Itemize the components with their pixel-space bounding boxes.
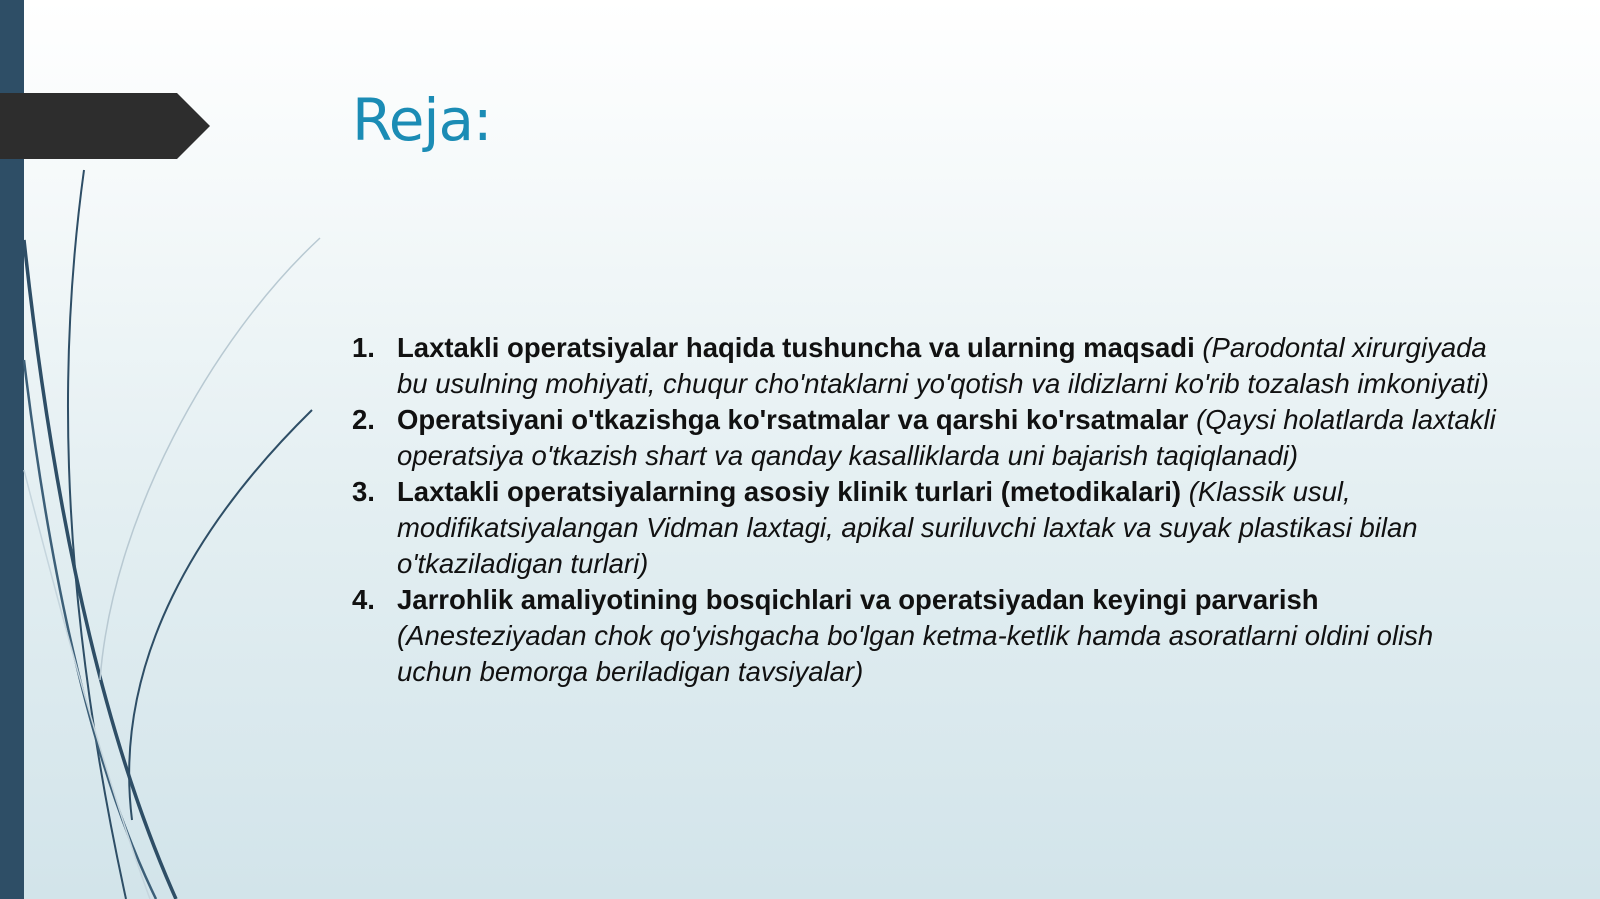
plan-item-heading: Operatsiyani o'tkazishga ko'rsatmalar va qarshi ko'rsatmalar: [397, 404, 1197, 435]
plan-item-4: [352, 582, 1502, 690]
plan-item-number: 4.: [352, 584, 375, 615]
plan-item-number: 3.: [352, 476, 375, 507]
plan-item-3: [352, 474, 1502, 582]
title-arrow-tab: [0, 93, 210, 159]
plan-item-heading: Laxtakli operatsiyalar haqida tushuncha va ularning maqsadi: [397, 332, 1203, 363]
plan-item-heading: Laxtakli operatsiyalarning asosiy klinik turlari (metodikalari): [397, 476, 1189, 507]
slide-title: Reja:: [352, 86, 492, 154]
plan-list: [352, 330, 1502, 690]
plan-item-description: (Qaysi holatlarda laxtakli operatsiya o'tkazish shart va qanday kasalliklarda uni bajarish taqiqlanadi): [397, 404, 1496, 471]
plan-item-description: (Parodontal xirurgiyada bu usulning mohiyati, chuqur cho'ntaklarni yo'qotish va ildizlarni ko'rib tozalash imkoniyati): [397, 332, 1489, 399]
plan-item-number: 1.: [352, 332, 375, 363]
plan-item-number: 2.: [352, 404, 375, 435]
plan-item-heading: Jarrohlik amaliyotining bosqichlari va operatsiyadan keyingi parvarish: [397, 584, 1319, 615]
plan-item-1: [352, 330, 1502, 402]
plan-item-description: (Anesteziyadan chok qo'yishgacha bo'lgan ketma-ketlik hamda asoratlarni oldini olish uchun bemorga beriladigan tavsiyalar): [397, 620, 1434, 687]
plan-item-description: (Klassik usul, modifikatsiyalangan Vidman laxtagi, apikal suriluvchi laxtak va suyak plastikasi bilan o'tkaziladigan turlari): [397, 476, 1418, 579]
plan-item-2: [352, 402, 1502, 474]
